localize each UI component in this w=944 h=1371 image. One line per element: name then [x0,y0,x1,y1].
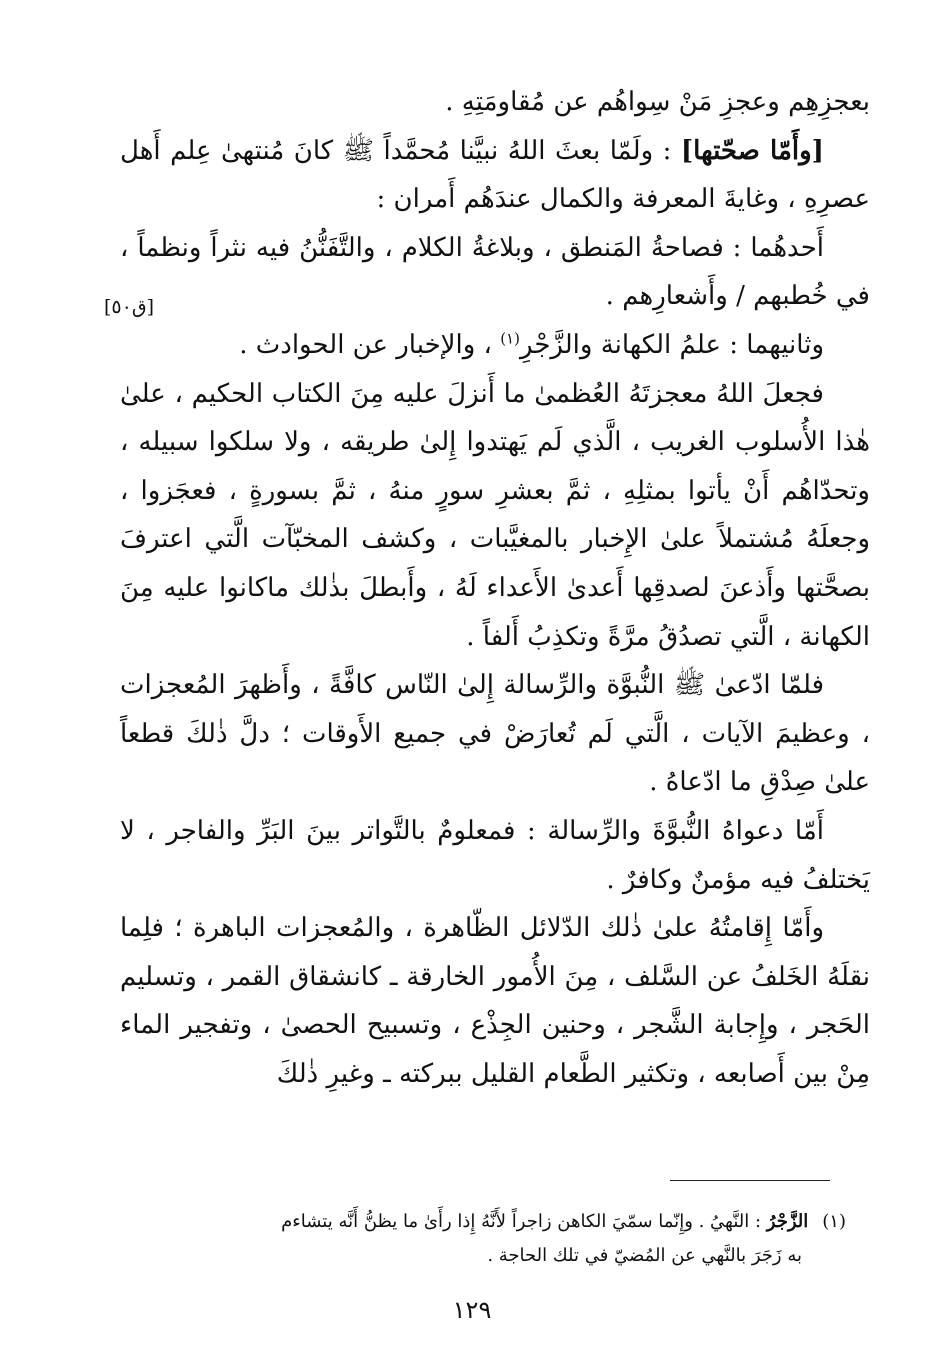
footnote-line-2: به زَجَرَ بالنَّهي عن المُضيّ في تلك الحاجة . [487,1245,802,1266]
paragraph-7: أَمّا دعواهُ النُّبوَّةَ والرِّسالة : فمعلومٌ بالتَّواتر بينَ البَرِّ والفاجر ، لا يَختلفُ فيه مؤمنٌ وكافرٌ . [120,815,870,895]
footnote-line-1 [170,1205,846,1239]
footnote-number: (١) [822,1211,846,1232]
paragraph-1: بعجزِهِم وعجزِ مَنْ سِواهُم عن مُقاومَتِهِ . [445,87,870,117]
section-heading: [وأَمّا صحّتها] [680,135,824,166]
paragraph-4-text-before: وثانيهما : علمُ الكهانة والزَّجْرِ [519,329,824,360]
footnote-reference: (١) [500,329,520,348]
footnote-divider [670,1180,830,1181]
main-text [120,78,870,1098]
footnote-term: الزَّجْرُ [766,1211,809,1232]
paragraph-5: فجعلَ اللهُ معجزتَهُ العُظمىٰ ما أَنزلَ عليه مِنَ الكتاب الحكيم ، علىٰ هٰذا الأُسلوب الغريب ، الَّذي لَم يَهتدوا إِلىٰ طريقه ، ولا سلكوا سبيله ، وتحدّاهُم أَنْ يأتوا بمثلِهِ ، ثمَّ بعشرِ سورٍ منهُ ، ثمَّ بسورةٍ ، فعجَزوا ، وجعلَهُ مُشتملاً علىٰ الإِخبار بالمغيَّبات ، وكشف المخبّآت الَّتي اعترفَ بصحَّتها وأَذعنَ لصدقِها أَعدىٰ الأَعداء لَهُ ، وأَبطلَ بذٰلك ماكانوا عليه مِنَ الكهانة ، الَّتي تصدُقُ مرَّةً وتكذِبُ أَلفاً . [120,378,870,652]
paragraph-4 [120,321,870,370]
paragraph-2 [120,127,870,224]
paragraph-4-text-after: ، والإخبار عن الحوادث . [239,329,501,360]
paragraph-6: فلمّا ادّعىٰ ﷺ النُّبوَّة والرِّسالة إِلىٰ النّاس كافَّةً ، وأَظهرَ المُعجزات ، وعظيمَ الآيات ، الَّتي لَم تُعارَضْ في جميع الأَوقات ؛ دلَّ ذٰلكَ قطعاً علىٰ صِدْقِ ما ادّعاهُ . [120,670,870,798]
page-number: ١٢٩ [452,1296,492,1324]
footnote-text-1: : النَّهيُ . وإِنّما سمّيَ الكاهن زاجراً لأَنَّهُ إِذا رأَىٰ ما يظنُّ أَنَّه يتشاءم [281,1211,767,1232]
manuscript-folio-note: [ق٥٠] [104,296,154,318]
paragraph-3: أَحدهُما : فصاحةُ المَنطق ، وبلاغةُ الكلام ، والتَّفَنُّنُ فيه نثراً ونظماً ، في خُطبهم / وأَشعارِهم . [120,232,870,312]
paragraph-8: وأَمّا إِقامتُهُ علىٰ ذٰلك الدّلائل الظّاهرة ، والمُعجزات الباهرة ؛ فلِما نقلَهُ الخَلفُ عن السَّلف ، مِنَ الأُمور الخارقة ـ كانشقاق القمر ، وتسليم الحَجر ، وإِجابة الشَّجر ، وحنين الجِذْع ، وتسبيح الحصىٰ ، وتفجير الماء مِنْ بين أَصابعه ، وتكثير الطَّعام القليل ببركته ـ وغيرِ ذٰلكَ [120,913,870,1089]
paragraph-2-text: : ولَمّا بعثَ اللهُ نبيَّنا مُحمَّداً ﷺ كانَ مُنتهىٰ عِلم أَهل عصرِهِ ، وغايةَ المعرفة والكمال عندَهُم أَمران : [120,135,870,215]
footnote [170,1205,846,1273]
